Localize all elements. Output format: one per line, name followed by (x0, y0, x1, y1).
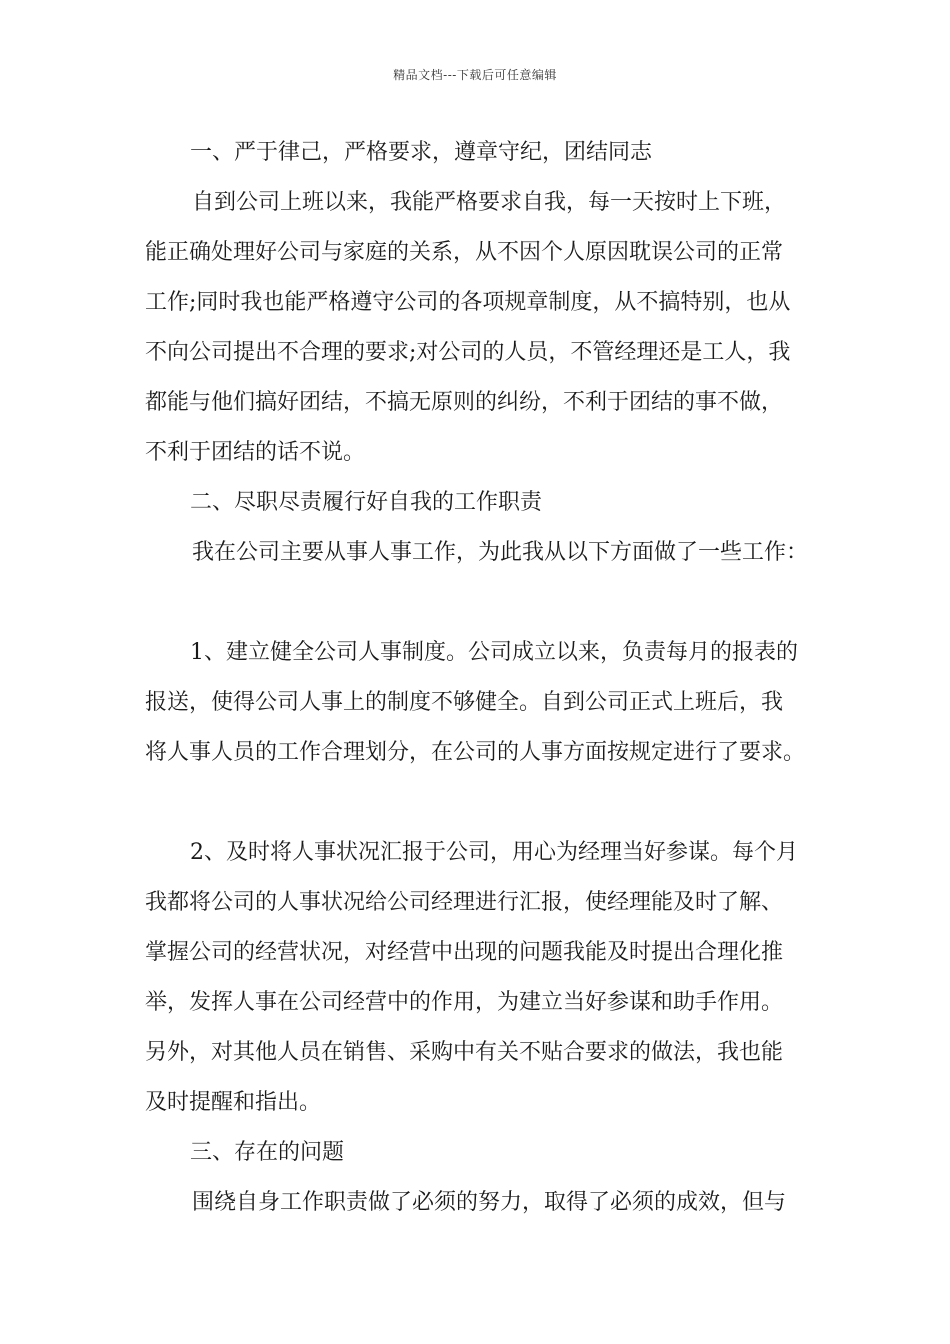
list-item-line: 1、建立健全公司人事制度。公司成立以来，负责每月的报表的 (190, 640, 798, 665)
list-item-line: 报送，使得公司人事上的制度不够健全。自到公司正式上班后，我 (145, 690, 784, 715)
list-item-line: 另外，对其他人员在销售、采购中有关不贴合要求的做法，我也能 (145, 1040, 784, 1065)
list-item-line: 我都将公司的人事状况给公司经理进行汇报，使经理能及时了解、 (145, 890, 784, 915)
paragraph-line: 我在公司主要从事人事工作，为此我从以下方面做了一些工作： (192, 540, 809, 565)
section-heading-2: 二、尽职尽责履行好自我的工作职责 (190, 490, 543, 515)
paragraph-line: 能正确处理好公司与家庭的关系，从不因个人原因耽误公司的正常 (145, 240, 784, 265)
paragraph-line: 工作;同时我也能严格遵守公司的各项规章制度，从不搞特别，也从 (145, 290, 791, 315)
blank-line (145, 578, 825, 628)
paragraph-line: 都能与他们搞好团结，不搞无原则的纠纷，不利于团结的事不做， (145, 390, 784, 415)
paragraph-line: 自到公司上班以来，我能严格要求自我，每一天按时上下班， (192, 190, 787, 215)
paragraph-line: 围绕自身工作职责做了必须的努力，取得了必须的成效，但与 (192, 1190, 787, 1215)
paragraph-line: 不向公司提出不合理的要求;对公司的人员，不管经理还是工人，我 (145, 340, 791, 365)
section-heading-3: 三、存在的问题 (190, 1140, 345, 1165)
list-item-line: 将人事人员的工作合理划分，在公司的人事方面按规定进行了要求。 (145, 740, 806, 765)
section-heading-1: 一、严于律己，严格要求，遵章守纪，团结同志 (190, 140, 653, 165)
list-item-line: 掌握公司的经营状况，对经营中出现的问题我能及时提出合理化推 (145, 940, 784, 965)
list-item-line: 2、及时将人事状况汇报于公司，用心为经理当好参谋。每个月 (190, 840, 798, 865)
paragraph-line: 不利于团结的话不说。 (145, 440, 366, 465)
list-item-line: 及时提醒和指出。 (145, 1090, 322, 1115)
list-item-line: 举，发挥人事在公司经营中的作用，为建立当好参谋和助手作用。 (145, 990, 784, 1015)
document-body (145, 128, 825, 1228)
page-header: 精品文档---下载后可任意编辑 (393, 68, 557, 82)
blank-line (145, 778, 825, 828)
